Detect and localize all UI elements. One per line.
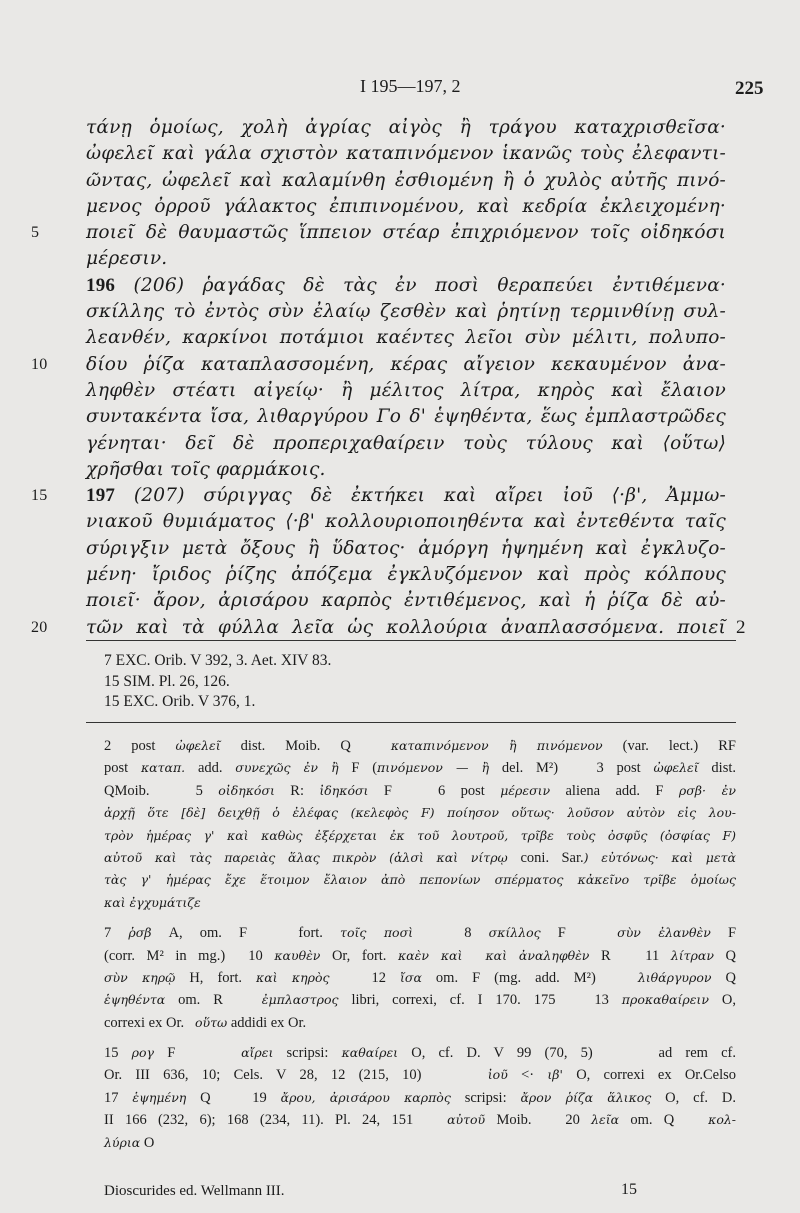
greek-fragment: λίτραν: [670, 947, 714, 963]
line-text: μέρεσιν.: [86, 248, 168, 270]
greek-fragment: ἄρον ῥίζα ἅλικος: [520, 1089, 652, 1105]
greek-fragment: κολ-: [708, 1112, 736, 1128]
text-line: [86, 404, 726, 430]
latin-fragment: dist. Moib. Q: [220, 738, 391, 754]
apparatus-line: [104, 967, 736, 989]
latin-fragment: H, fort.: [175, 969, 257, 986]
latin-fragment: (var. lect.) RF: [602, 738, 736, 754]
greek-fragment: ἑψημένη: [132, 1089, 187, 1105]
latin-fragment: Q 19: [186, 1089, 281, 1106]
greek-fragment: οὕτω: [195, 1014, 228, 1030]
greek-fragment: ἐμπλαστρος: [261, 992, 339, 1008]
text-line: [86, 536, 726, 562]
greek-fragment: ἄρου, ἀρισάρου καρπὸς: [280, 1089, 451, 1105]
main-text: [31, 115, 746, 641]
latin-fragment: II 166 (232, 6); 168 (234, 11). Pl. 24, 151: [104, 1112, 448, 1129]
divider-rule: [86, 640, 736, 641]
margin-number: 2: [736, 616, 746, 638]
apparatus-line: [104, 1087, 736, 1109]
apparatus-line: [104, 1064, 736, 1086]
latin-fragment: F (: [338, 760, 378, 777]
apparatus-line: [104, 1012, 736, 1034]
text-line: [86, 509, 726, 535]
latin-fragment: R:: [274, 782, 320, 799]
apparatus-line: [104, 1132, 736, 1154]
footer-signature: 15: [621, 1181, 637, 1198]
latin-fragment: del. M²) 3 post: [489, 760, 654, 777]
apparatus-line: [104, 922, 736, 944]
line-content: [86, 194, 726, 220]
apparatus-line: [104, 802, 736, 824]
latin-fragment: Or. III 636, 10; Cels. V 28, 12 (215, 10): [104, 1067, 488, 1084]
latin-fragment: F 6 post: [368, 782, 501, 799]
apparatus-line: [104, 1109, 736, 1131]
line-content: [86, 588, 726, 614]
latin-fragment: aliena add. F: [550, 782, 679, 799]
greek-fragment: αἴρει: [241, 1045, 274, 1061]
greek-fragment: καταπινόμενον ἢ πινόμενον: [390, 738, 603, 753]
latin-fragment: 15: [104, 1045, 132, 1062]
line-content: [86, 299, 726, 325]
line-content: [86, 273, 726, 299]
apparatus-line: [104, 757, 736, 779]
latin-fragment: correxi ex Or.: [104, 1014, 195, 1031]
line-content: [86, 431, 726, 457]
latin-fragment: <·: [507, 1067, 548, 1084]
text-line: [86, 378, 726, 404]
line-text: χρῆσθαι τοῖς φαρμάκοις.: [86, 458, 326, 480]
latin-fragment: 2 post: [104, 738, 176, 754]
text-line: [86, 246, 726, 272]
line-content: [86, 352, 726, 378]
latin-fragment: O, cf. D.: [651, 1089, 736, 1106]
line-text: τῶν καὶ τὰ φύλλα λεῖα ὡς κολλούρια ἀναπλασσόμενα. ποιεῖ: [86, 616, 726, 638]
text-line: [31, 483, 726, 509]
greek-fragment: τὰς γ' ἡμέρας ἔχε ἕτοιμον ἔλαιον ἀπὸ πεπονίων σπέρματος κἀκεῖνο τρῖβε ὁμοίως: [104, 872, 736, 888]
greek-fragment: καυθὲν: [274, 947, 321, 963]
line-text: ῶντας, ὠφελεῖ καὶ καλαμίνθη ἐσθιομένη ἢ ὁ χυλὸς αὐτῆς πινό-: [86, 169, 726, 191]
section-number: 197: [86, 485, 116, 507]
text-line: [86, 562, 726, 588]
apparatus-line: [104, 825, 736, 847]
line-text: μένη· ἴριδος ῥίζης ἀπόζεμα ἐγκλυζόμενον καὶ πρὸς κόλπους: [86, 564, 726, 586]
apparatus-line: [104, 735, 736, 757]
text-line: [86, 588, 726, 614]
greek-fragment: λύρια: [104, 1134, 141, 1150]
latin-fragment: om. R: [165, 992, 262, 1009]
footer-edition: Dioscurides ed. Wellmann III.: [104, 1183, 285, 1199]
greek-fragment: ἰοῦ: [487, 1067, 508, 1083]
line-text: συντακέντα ἴσα, λιθαργύρου Γο δ' ἑψηθέντα, ἕως ἐμπλαστρῶδες: [86, 406, 726, 428]
greek-fragment: καὲν καὶ: [397, 947, 463, 963]
apparatus-line: [104, 869, 736, 891]
line-text: ὠφελεῖ καὶ γάλα σχιστὸν καταπινόμενον ἱκανῶς τοὺς ἐλεφαντι-: [86, 143, 726, 165]
greek-fragment: ρογ: [131, 1045, 155, 1061]
greek-fragment: λιθάργυρον: [637, 969, 712, 985]
line-content: [86, 615, 726, 641]
latin-fragment: O,: [708, 992, 736, 1009]
line-content: [86, 404, 726, 430]
text-line: [86, 194, 726, 220]
greek-fragment: ὠφελεῖ: [175, 738, 221, 753]
greek-fragment: τοῖς ποσὶ: [340, 925, 414, 941]
line-content: [86, 509, 726, 535]
section-number: 196: [86, 274, 116, 296]
greek-fragment: ὠφελεῖ: [653, 760, 699, 776]
line-text: μενος ὀρροῦ γάλακτος ἐπιπινομένου, καὶ κεδρία ἐκλειχομένη·: [86, 195, 726, 217]
latin-fragment: addidi ex Or.: [227, 1014, 307, 1031]
greek-fragment: ) εὐτόνως· καὶ μετὰ: [583, 849, 736, 865]
text-line: [86, 273, 726, 299]
line-text: (207) σύριγγας δὲ ἐκτήκει καὶ αἴρει ἰοῦ ⟨·β', Ἀμμω-: [133, 485, 726, 507]
latin-fragment: add.: [185, 760, 236, 777]
line-text: σκίλλης τὸ ἐντὸς σὺν ἐλαίῳ ζεσθὲν καὶ ῥητίνῃ τερμινθίνῃ συλ-: [86, 301, 726, 323]
text-line: [31, 352, 726, 378]
greek-fragment: καθαίρει: [341, 1045, 399, 1061]
text-line: [86, 325, 726, 351]
line-content: [86, 115, 726, 141]
greek-fragment: καὶ κηρὸς: [256, 969, 330, 985]
line-content: [86, 483, 726, 509]
line-text: λεανθέν, καρκίνοι ποτάμιοι καέντες λεῖοι σὺν μέλιτι, πολυπο-: [86, 327, 726, 349]
latin-fragment: scripsi:: [450, 1089, 521, 1106]
text-line: [31, 220, 726, 246]
greek-fragment: σκίλλος: [488, 925, 541, 941]
greek-fragment: λεῖα: [591, 1112, 620, 1128]
text-line: [86, 168, 726, 194]
text-line: [31, 615, 746, 641]
greek-fragment: μέρεσιν: [500, 782, 551, 798]
line-text: νιακοῦ θυμιάματος ⟨·β' κολλουριοποιηθέντα καὶ ἐντεθέντα ταῖς: [86, 511, 726, 533]
source-line: 15 SIM. Pl. 26, 126.: [104, 672, 230, 690]
apparatus-line: [104, 892, 736, 914]
greek-fragment: συνεχῶς ἐν ἢ: [235, 760, 339, 776]
greek-fragment: ἑψηθέντα: [104, 992, 166, 1008]
text-line: [86, 115, 726, 141]
latin-fragment: O, correxi ex Or.Celso: [562, 1067, 736, 1084]
greek-fragment: ῥσβ: [128, 925, 152, 941]
latin-fragment: Moib. 20: [485, 1112, 592, 1129]
apparatus-line: [104, 847, 736, 869]
greek-fragment: σὺν ἐλανθὲν: [617, 925, 711, 941]
greek-fragment: καὶ ἀναληφθὲν: [485, 947, 590, 963]
apparatus-line: [104, 780, 736, 802]
latin-fragment: coni. Sar.: [520, 849, 584, 866]
text-line: [86, 457, 726, 483]
line-number: 15: [31, 487, 48, 505]
source-references: [104, 651, 331, 713]
apparatus-line: [104, 989, 736, 1011]
greek-fragment: ρσβ· ἐν: [678, 782, 736, 798]
latin-fragment: R 11: [589, 947, 671, 964]
line-text: σύριγξιν μετὰ ὄξους ἢ ὕδατος· ἀμόργη ἡψημένη καὶ ἐγκλυζο-: [86, 537, 726, 559]
line-content: [86, 536, 726, 562]
greek-fragment: οἰδηκόσι: [218, 782, 275, 798]
greek-fragment: προκαθαίρειν: [621, 992, 709, 1008]
line-content: [86, 378, 726, 404]
line-content: [86, 220, 726, 246]
latin-fragment: F: [154, 1045, 242, 1062]
greek-fragment: αὐτοῦ καὶ τὰς παρειὰς ἅλας πικρὸν (ἁλσὶ καὶ νίτρῳ: [104, 849, 521, 865]
greek-fragment: ιβ': [547, 1067, 563, 1083]
latin-fragment: O: [140, 1134, 155, 1151]
greek-fragment: αὐτοῦ: [447, 1112, 486, 1128]
latin-fragment: dist.: [698, 760, 737, 777]
latin-fragment: 8: [413, 925, 489, 942]
latin-fragment: om. Q: [619, 1112, 709, 1129]
source-line: 7 EXC. Orib. V 392, 3. Aet. XIV 83.: [104, 652, 332, 669]
text-line: [86, 299, 726, 325]
line-number: 5: [31, 224, 40, 242]
latin-fragment: F: [710, 925, 737, 942]
greek-fragment: ἴσα: [400, 969, 422, 985]
latin-fragment: F: [540, 925, 618, 942]
line-number: 10: [31, 355, 48, 373]
line-content: [86, 168, 726, 194]
greek-fragment: καὶ ἐγχυμάτιζε: [104, 894, 201, 910]
text-line: [86, 431, 726, 457]
line-content: [86, 325, 726, 351]
line-content: [86, 246, 726, 272]
latin-fragment: A, om. F fort.: [151, 925, 341, 942]
line-text: δίου ῥίζα καταπλασσομένη, κέρας αἴγειον κεκαυμένον ἀνα-: [86, 353, 726, 375]
latin-fragment: libri, correxi, cf. I 170. 175 13: [338, 992, 622, 1009]
greek-fragment: καταπ.: [140, 760, 186, 776]
latin-fragment: 12: [329, 969, 401, 986]
latin-fragment: Or, fort.: [320, 947, 398, 964]
greek-fragment: τρὸν ἡμέρας γ' καὶ καθὼς ἐξέρχεται ἐκ τοῦ λουτροῦ, τρῖβε τοὺς ὀσφῦς (ὀσφίας F): [104, 827, 736, 843]
line-text: (206) ῥαγάδας δὲ τὰς ἐν ποσὶ θεραπεύει ἐντιθέμενα·: [133, 274, 726, 296]
line-content: [86, 457, 726, 483]
latin-fragment: Q: [713, 947, 736, 964]
greek-fragment: ἀρχῇ ὅτε [δὲ] δειχθῇ ὁ ἐλέφας (κελεφὸς F) ποίησον οὕτως· λοῦσον αὐτὸν εἰς λου-: [104, 805, 736, 821]
line-text: γένηται· δεῖ δὲ προπεριχαθαίρειν τοὺς τύλους καὶ ⟨οὕτω⟩: [86, 432, 726, 454]
source-line: 15 EXC. Orib. V 376, 1.: [104, 693, 256, 710]
latin-fragment: [462, 948, 485, 964]
latin-fragment: post: [104, 760, 141, 777]
apparatus-line: [104, 1042, 736, 1064]
apparatus-line: [104, 945, 736, 967]
greek-fragment: πινόμενον — ἢ: [377, 760, 490, 776]
line-number: 20: [31, 618, 48, 636]
critical-apparatus: [104, 735, 736, 1154]
divider-rule: [86, 722, 736, 723]
line-content: [86, 141, 726, 167]
line-content: [86, 562, 726, 588]
line-text: ποιεῖ δὲ θαυμαστῶς ἵππειον στέαρ ἐπιχριόμενον τοῖς οἰδηκόσι: [86, 222, 726, 244]
latin-fragment: O, cf. D. V 99 (70, 5) ad rem cf.: [398, 1045, 736, 1062]
line-text: ληφθὲν στέατι αἰγείῳ· ἢ μέλιτος λίτρα, κηρὸς καὶ ἔλαιον: [86, 379, 726, 401]
page-number: 225: [735, 78, 764, 99]
running-title: I 195—197, 2: [360, 76, 461, 96]
line-text: ποιεῖ· ἄρον, ἀρισάρου καρπὸς ἐντιθέμενος, καὶ ἡ ῥίζα δὲ αὐ-: [86, 590, 726, 612]
latin-fragment: (corr. M² in mg.) 10: [104, 947, 275, 964]
greek-fragment: σὺν κηρῷ: [104, 969, 176, 985]
latin-fragment: 17: [104, 1089, 133, 1106]
text-line: [86, 141, 726, 167]
latin-fragment: om. F (mg. add. M²): [421, 969, 638, 986]
line-text: τάνῃ ὁμοίως, χολὴ ἀγρίας αἰγὸς ἢ τράγου καταχρισθεῖσα·: [86, 117, 726, 138]
greek-fragment: ἰδηκόσι: [319, 782, 369, 798]
latin-fragment: scripsi:: [273, 1045, 342, 1062]
latin-fragment: Q: [711, 969, 736, 986]
latin-fragment: QMoib. 5: [104, 782, 219, 799]
latin-fragment: 7: [104, 925, 129, 942]
